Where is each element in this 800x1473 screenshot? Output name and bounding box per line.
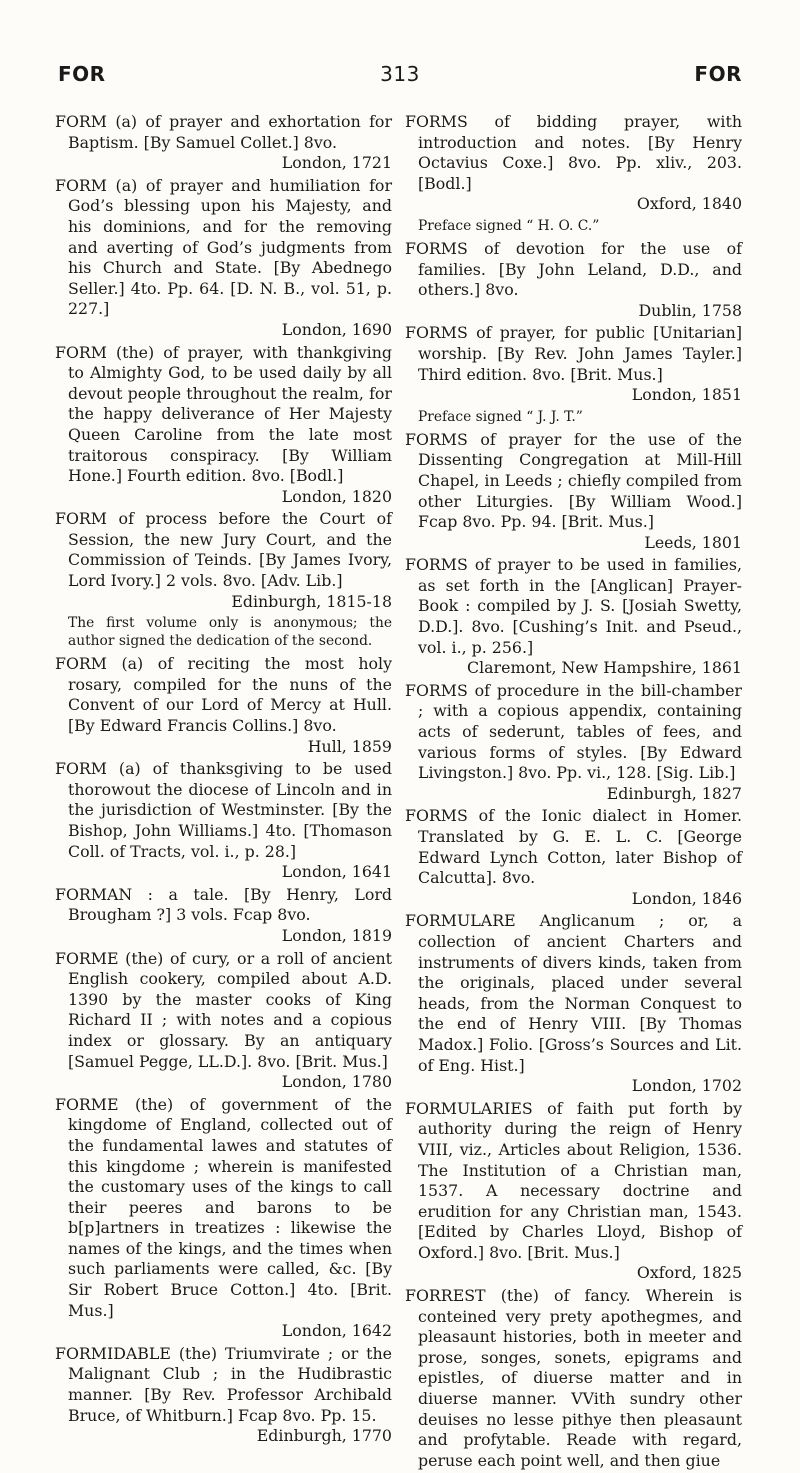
bibliography-entry (55, 1095, 392, 1342)
entry-text: FORMULARIES of faith put forth by authority during the reign of Henry VIII, viz., Articles about Religion, 1536. The Institution of a Christian man, 1537. A necessary doctrine and erudition for any Christian man, 1543. [Edited by Charles Lloyd, Bishop of Oxford.] 8vo. [Brit. Mus.] (405, 1098, 742, 1262)
bibliography-entry (55, 1344, 392, 1447)
entry-text: FORM (a) of reciting the most holy rosary, compiled for the nuns of the Convent of our Lord of Mercy at Hull. [By Edward Francis Collins.] 8vo. (55, 654, 392, 736)
entry-text: FORME (the) of government of the kingdome of England, collected out of the fundamental lawes and statutes of this kingdome ; wherein is manifested the customary uses of the kings to call their peeres and barons to be b[p]artners in treatizes : likewise the names of the kings, and the times when such parliaments were called, &c. [By Sir Robert Bruce Cotton.] 4to. [Brit. Mus.] (55, 1094, 392, 1320)
bibliography-entry (55, 885, 392, 947)
entry-imprint: Edinburgh, 1770 (256, 1426, 392, 1446)
entry-imprint: Hull, 1859 (307, 736, 392, 756)
header-left-keyword: FOR (58, 62, 106, 86)
entry-imprint: London, 1642 (281, 1321, 392, 1341)
right-column (405, 112, 742, 1473)
bibliography-entry (55, 949, 392, 1093)
entry-text: FORM of process before the Court of Session, the new Jury Court, and the Commission of Teinds. [By James Ivory, Lord Ivory.] 2 vols. 8vo. [Adv. Lib.] (55, 509, 392, 591)
left-column (55, 112, 392, 1449)
bibliography-entry (405, 112, 742, 215)
entry-text: FORMS of devotion for the use of families. [By John Leland, D.D., and others.] 8vo. (405, 238, 742, 300)
entry-imprint: London, 1851 (631, 385, 742, 405)
bibliography-entry (55, 509, 392, 612)
entry-text: FORREST (the) of fancy. Wherein is conteined very prety apothegmes, and pleasaunt histories, both in meeter and prose, songes, sonets, epigrams and epistles, of diuerse matter and in diuerse manner. VVith sundry other deuises no lesse pithye then pleasaunt and profytable. Reade with regard, peruse each point well, and then giue (405, 1286, 742, 1470)
entry-text: FORMS of bidding prayer, with introduction and notes. [By Henry Octavius Coxe.] 8vo. Pp. xliv., 203. [Bodl.] (405, 112, 742, 193)
entry-text: FORMS of prayer to be used in families, as set forth in the [Anglican] Prayer-Book : compiled by J. S. [Josiah Swetty, D.D.]. 8vo. [Cushing’s Init. and Pseud., vol. i., p. 256.] (405, 555, 742, 657)
bibliography-entry (405, 430, 742, 554)
entry-imprint: Edinburgh, 1827 (606, 783, 742, 803)
entry-imprint: London, 1690 (281, 319, 392, 339)
entry-text: FORM (a) of prayer and humiliation for God’s blessing upon his Majesty, and his dominions, and for the removing and averting of God’s judgments from his Church and State. [By Abednego Seller.] 4to. Pp. 64. [D. N. B., vol. 51, p. 227.] (55, 175, 392, 319)
bibliography-entry (405, 681, 742, 805)
entry-imprint: Dublin, 1758 (638, 300, 742, 320)
entry-imprint: London, 1641 (281, 862, 392, 882)
entry-text: FORMS of the Ionic dialect in Homer. Translated by G. E. L. C. [George Edward Lynch Cotton, later Bishop of Calcutta]. 8vo. (405, 806, 742, 888)
entry-note: The first volume only is anonymous; the author signed the dedication of the second. (68, 615, 392, 650)
bibliography-entry (405, 911, 742, 1096)
header-right-keyword: FOR (694, 62, 742, 86)
entry-imprint: London, 1819 (281, 925, 392, 945)
entry-text: FORMULARE Anglicanum ; or, a collection of ancient Charters and instruments of divers kinds, taken from the originals, placed under several heads, from the Norman Conquest to the end of Henry VIII. [By Thomas Madox.] Folio. [Gross’s Sources and Lit. of Eng. Hist.] (405, 911, 742, 1075)
running-header (0, 62, 800, 92)
bibliography-entry (55, 343, 392, 508)
entry-imprint: London, 1721 (281, 153, 392, 173)
bibliography-entry (55, 112, 392, 174)
entry-text: FORMS of prayer for the use of the Dissenting Congregation at Mill-Hill Chapel, in Leeds ; chiefly compiled from other Liturgies. [By William Wood.] Fcap 8vo. Pp. 94. [Brit. Mus.] (405, 429, 742, 532)
bibliography-entry (55, 654, 392, 757)
entry-imprint: London, 1846 (631, 888, 742, 908)
entry-imprint: Claremont, New Hampshire, 1861 (467, 658, 742, 678)
bibliography-entry (405, 555, 742, 679)
entry-text: FORMAN : a tale. [By Henry, Lord Brougham ?] 3 vols. Fcap 8vo. (55, 884, 392, 925)
entry-text: FORM (the) of prayer, with thankgiving to Almighty God, to be used daily by all devout people throughout the realm, for the happy deliverance of Her Majesty Queen Caroline from the late most traitorous conspiracy. [By William Hone.] Fourth edition. 8vo. [Bodl.] (55, 342, 392, 486)
page-number: 313 (380, 62, 420, 86)
entry-text: FORMIDABLE (the) Triumvirate ; or the Malignant Club ; in the Hudibrastic manner. [By Rev. Professor Archibald Bruce, of Whitburn.] Fcap 8vo. Pp. 15. (55, 1343, 392, 1425)
entry-imprint: Leeds, 1801 (644, 532, 742, 552)
entry-imprint: London, 1702 (631, 1076, 742, 1096)
entry-imprint: London, 1780 (281, 1072, 392, 1092)
entry-note: Preface signed “ J. J. T.” (418, 408, 583, 425)
entry-text: FORM (a) of prayer and exhortation for Baptism. [By Samuel Collet.] 8vo. (55, 112, 392, 152)
bibliography-entry (55, 759, 392, 883)
entry-imprint: Oxford, 1825 (636, 1263, 742, 1283)
entry-imprint: Edinburgh, 1815-18 (231, 591, 392, 611)
bibliography-entry (405, 806, 742, 909)
bibliography-entry (55, 176, 392, 341)
bibliography-entry (405, 1286, 742, 1471)
entry-text: FORM (a) of thanksgiving to be used thorowout the diocese of Lincoln and in the jurisdiction of Westminster. [By the Bishop, John Williams.] 4to. [Thomason Coll. of Tracts, vol. i., p. 28.] (55, 759, 392, 861)
entry-imprint: London, 1820 (281, 486, 392, 506)
entry-text: FORMS of procedure in the bill-chamber ; with a copious appendix, containing acts of sederunt, tables of fees, and various forms of styles. [By Edward Livingston.] 8vo. Pp. vi., 128. [Sig. Lib.] (405, 680, 742, 783)
entry-imprint: Oxford, 1840 (636, 194, 742, 214)
entry-text: FORME (the) of cury, or a roll of ancient English cookery, compiled about A.D. 1390 by the master cooks of King Richard II ; with notes and a copious index or glossary. By an antiquary [Samuel Pegge, LL.D.]. 8vo. [Brit. Mus.] (55, 948, 392, 1071)
bibliography-entry (405, 323, 742, 405)
entry-text: FORMS of prayer, for public [Unitarian] worship. [By Rev. John James Tayler.] Third edition. 8vo. [Brit. Mus.] (405, 323, 742, 384)
bibliography-entry (405, 239, 742, 321)
bibliography-entry (405, 1099, 742, 1284)
entry-note: Preface signed “ H. O. C.” (418, 217, 600, 234)
